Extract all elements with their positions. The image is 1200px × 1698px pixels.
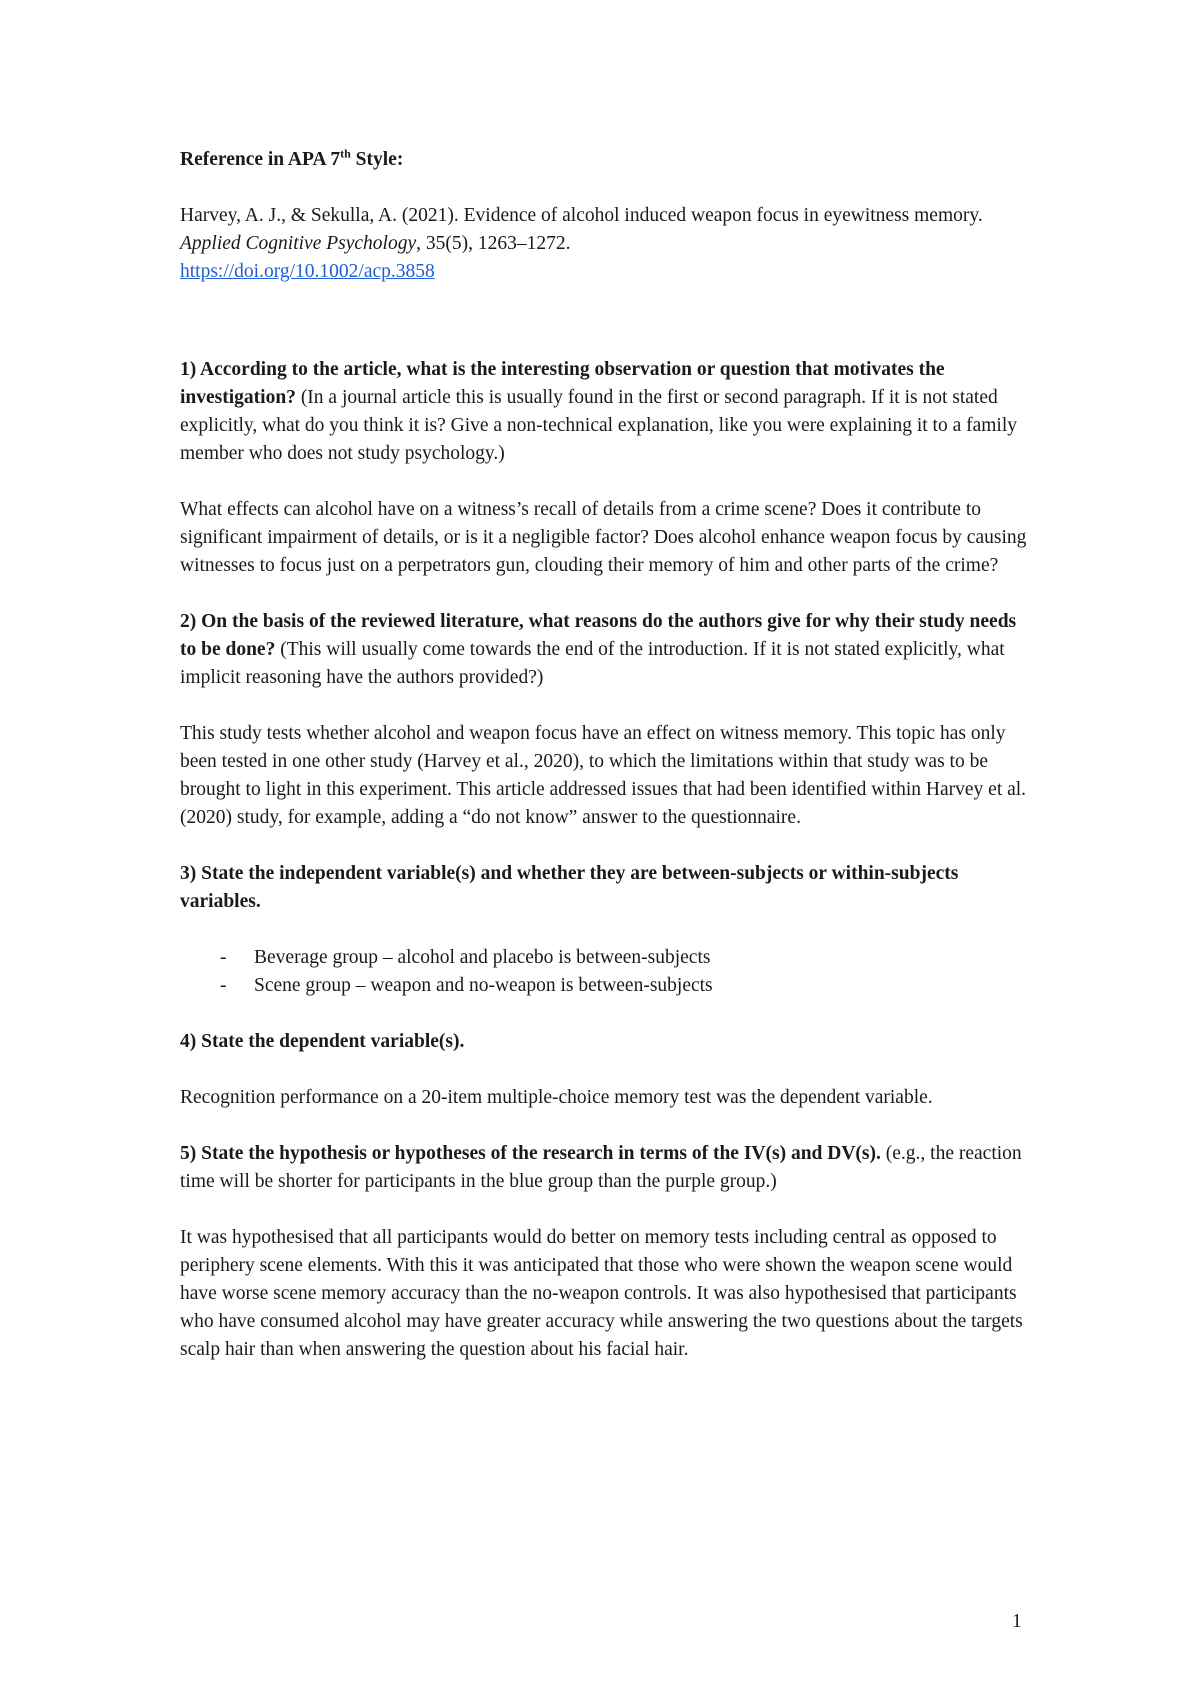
question-1 — [180, 356, 1030, 468]
list-item — [180, 972, 1030, 1000]
dash-bullet: - — [220, 975, 227, 996]
question-4-bold: 4) State the dependent variable(s). — [180, 1031, 465, 1052]
reference-volume-pages: , 35(5), 1263–1272. — [416, 233, 571, 254]
question-1-bold: 1) According to the article, what is the interesting observation or question that motivates the investigation? — [180, 359, 945, 408]
reference-journal: Applied Cognitive Psychology — [180, 233, 417, 254]
independent-variables-list — [180, 944, 1030, 1000]
heading-text: Reference in APA 7 — [180, 149, 341, 170]
question-2-bold: 2) On the basis of the reviewed literature, what reasons do the authors give for why their study needs to be done? — [180, 611, 1017, 660]
heading-superscript: th — [340, 146, 351, 161]
question-3-bold: 3) State the independent variable(s) and whether they are between-subjects or within-subjects variables. — [180, 863, 959, 912]
list-item — [180, 944, 1030, 972]
list-item-text: Beverage group – alcohol and placebo is between-subjects — [254, 947, 711, 968]
doi-link[interactable]: https://doi.org/10.1002/acp.3858 — [180, 261, 435, 282]
answer-1: What effects can alcohol have on a witness’s recall of details from a crime scene? Does it contribute to significant impairment of details, or is it a negligible factor? Does alcohol enhance weapon focus by causing witnesses to focus just on a perpetrators gun, clouding their memory of him and other parts of the crime? — [180, 499, 1027, 576]
question-3 — [180, 860, 1030, 916]
answer-4: Recognition performance on a 20-item multiple-choice memory test was the dependent variable. — [180, 1087, 933, 1108]
question-2 — [180, 608, 1030, 692]
question-5-bold: 5) State the hypothesis or hypotheses of the research in terms of the IV(s) and DV(s). — [180, 1143, 881, 1164]
answer-2: This study tests whether alcohol and weapon focus have an effect on witness memory. This topic has only been tested in one other study (Harvey et al., 2020), to which the limitations within that study was to be brought to light in this experiment. This article addressed issues that had been identified within Harvey et al. (2020) study, for example, adding a “do not know” answer to the questionnaire. — [180, 723, 1027, 828]
question-2-instructions: (This will usually come towards the end of the introduction. If it is not stated explicitly, what implicit reasoning have the authors provided?) — [180, 639, 1005, 688]
question-5-instructions: (e.g., the reaction time will be shorter for participants in the blue group than the purple group.) — [180, 1143, 1022, 1192]
answer-5: It was hypothesised that all participants would do better on memory tests including central as opposed to periphery scene elements. With this it was anticipated that those who were shown the weapon scene would have worse scene memory accuracy than the no-weapon controls. It was also hypothesised that participants who have consumed alcohol may have greater accuracy while answering the two questions about the targets scalp hair than when answering the question about his facial hair. — [180, 1227, 1023, 1360]
question-5 — [180, 1140, 1030, 1196]
reference-authors-title: Harvey, A. J., & Sekulla, A. (2021). Evidence of alcohol induced weapon focus in eyewitness memory. — [180, 205, 983, 226]
heading-text-after: Style: — [350, 149, 404, 170]
question-4 — [180, 1028, 1030, 1056]
dash-bullet: - — [220, 947, 227, 968]
apa-reference — [180, 202, 1030, 286]
page-number: 1 — [1012, 1611, 1022, 1632]
question-1-instructions: (In a journal article this is usually found in the first or second paragraph. If it is not stated explicitly, what do you think it is? Give a non-technical explanation, like you were explaining it to a family member who does not study psychology.) — [180, 387, 1018, 464]
reference-heading — [180, 146, 1030, 174]
list-item-text: Scene group – weapon and no-weapon is between-subjects — [254, 975, 713, 996]
document-body — [180, 146, 1030, 1392]
